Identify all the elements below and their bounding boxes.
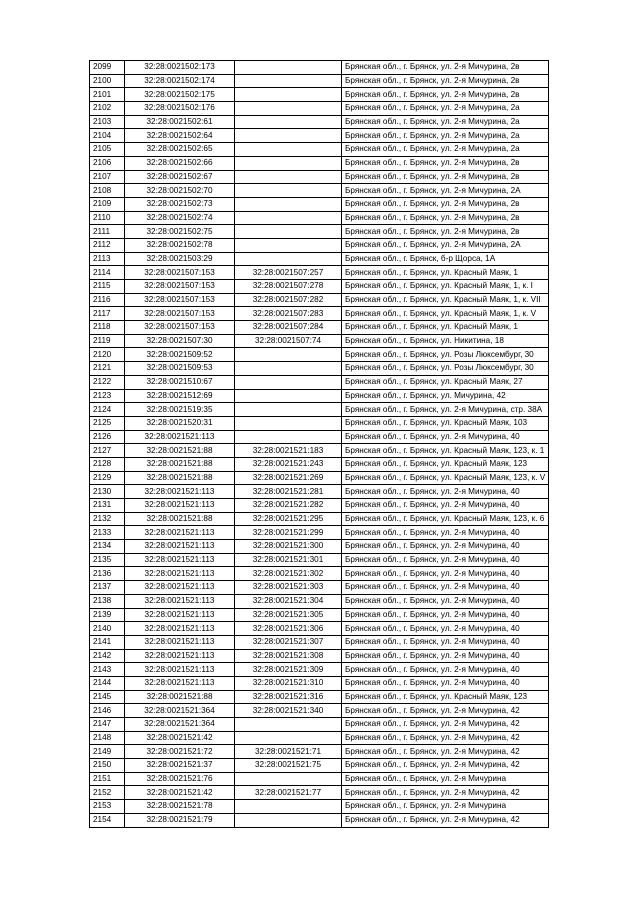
table-row [90, 526, 549, 540]
table-row [90, 197, 549, 211]
table-row [90, 389, 549, 403]
row-number-cell: 2144 [90, 676, 125, 690]
table-row [90, 690, 549, 704]
related-cadastral-number-cell: 32:28:0021521:310 [235, 676, 342, 690]
row-number-cell: 2129 [90, 471, 125, 485]
cadastral-number-cell: 32:28:0021502:61 [125, 115, 235, 129]
address-cell: Брянская обл., г. Брянск, ул. Красный Маяк, 123, к. 6 [342, 512, 549, 526]
related-cadastral-number-cell [235, 102, 342, 116]
related-cadastral-number-cell [235, 430, 342, 444]
table-row [90, 129, 549, 143]
related-cadastral-number-cell: 32:28:0021507:284 [235, 321, 342, 335]
table-row [90, 731, 549, 745]
row-number-cell: 2153 [90, 800, 125, 814]
cadastral-number-cell: 32:28:0021521:113 [125, 540, 235, 554]
table-row [90, 704, 549, 718]
row-number-cell: 2137 [90, 581, 125, 595]
address-cell: Брянская обл., г. Брянск, ул. 2-я Мичурина, 2в [342, 88, 549, 102]
table-row [90, 499, 549, 513]
row-number-cell: 2100 [90, 74, 125, 88]
address-cell: Брянская обл., г. Брянск, ул. Красный Маяк, 1, к. V [342, 307, 549, 321]
cadastral-number-cell: 32:28:0021502:70 [125, 184, 235, 198]
cadastral-number-cell: 32:28:0021521:42 [125, 731, 235, 745]
related-cadastral-number-cell: 32:28:0021521:301 [235, 553, 342, 567]
table-row [90, 485, 549, 499]
cadastral-number-cell: 32:28:0021509:53 [125, 362, 235, 376]
row-number-cell: 2127 [90, 444, 125, 458]
cadastral-number-cell: 32:28:0021521:88 [125, 444, 235, 458]
row-number-cell: 2143 [90, 663, 125, 677]
cadastral-number-cell: 32:28:0021521:76 [125, 772, 235, 786]
table-row [90, 471, 549, 485]
table-body [90, 61, 549, 828]
table-row [90, 622, 549, 636]
address-cell: Брянская обл., г. Брянск, ул. 2-я Мичурина, 40 [342, 622, 549, 636]
related-cadastral-number-cell: 32:28:0021521:309 [235, 663, 342, 677]
related-cadastral-number-cell: 32:28:0021521:306 [235, 622, 342, 636]
related-cadastral-number-cell [235, 225, 342, 239]
table-row [90, 280, 549, 294]
address-cell: Брянская обл., г. Брянск, ул. 2-я Мичурина, 2в [342, 225, 549, 239]
row-number-cell: 2122 [90, 375, 125, 389]
row-number-cell: 2114 [90, 266, 125, 280]
address-cell: Брянская обл., г. Брянск, ул. 2-я Мичурина, 40 [342, 485, 549, 499]
cadastral-number-cell: 32:28:0021521:113 [125, 663, 235, 677]
cadastral-number-cell: 32:28:0021502:176 [125, 102, 235, 116]
address-cell: Брянская обл., г. Брянск, ул. Красный Маяк, 123, к. V [342, 471, 549, 485]
address-cell: Брянская обл., г. Брянск, ул. Красный Маяк, 1, к. VII [342, 293, 549, 307]
row-number-cell: 2151 [90, 772, 125, 786]
address-cell: Брянская обл., г. Брянск, ул. Красный Маяк, 1, к. I [342, 280, 549, 294]
table-row [90, 348, 549, 362]
related-cadastral-number-cell: 32:28:0021507:74 [235, 334, 342, 348]
address-cell: Брянская обл., г. Брянск, ул. 2-я Мичурина, 2а [342, 115, 549, 129]
row-number-cell: 2132 [90, 512, 125, 526]
related-cadastral-number-cell [235, 238, 342, 252]
address-cell: Брянская обл., г. Брянск, ул. 2-я Мичурина, 2в [342, 74, 549, 88]
address-cell: Брянская обл., г. Брянск, ул. 2-я Мичурина, 2а [342, 143, 549, 157]
address-cell: Брянская обл., г. Брянск, ул. 2-я Мичурина, 40 [342, 594, 549, 608]
row-number-cell: 2118 [90, 321, 125, 335]
related-cadastral-number-cell [235, 718, 342, 732]
cadastral-number-cell: 32:28:0021521:42 [125, 786, 235, 800]
related-cadastral-number-cell [235, 129, 342, 143]
address-cell: Брянская обл., г. Брянск, ул. 2-я Мичурина, 2в [342, 170, 549, 184]
cadastral-number-cell: 32:28:0021507:153 [125, 266, 235, 280]
address-cell: Брянская обл., г. Брянск, ул. 2-я Мичурина, 42 [342, 718, 549, 732]
related-cadastral-number-cell [235, 403, 342, 417]
table-row [90, 375, 549, 389]
row-number-cell: 2136 [90, 567, 125, 581]
row-number-cell: 2142 [90, 649, 125, 663]
related-cadastral-number-cell: 32:28:0021521:281 [235, 485, 342, 499]
row-number-cell: 2103 [90, 115, 125, 129]
related-cadastral-number-cell: 32:28:0021521:299 [235, 526, 342, 540]
cadastral-number-cell: 32:28:0021521:88 [125, 512, 235, 526]
address-cell: Брянская обл., г. Брянск, ул. Красный Маяк, 123 [342, 457, 549, 471]
row-number-cell: 2133 [90, 526, 125, 540]
row-number-cell: 2147 [90, 718, 125, 732]
related-cadastral-number-cell [235, 211, 342, 225]
cadastral-number-cell: 32:28:0021502:64 [125, 129, 235, 143]
table-row [90, 430, 549, 444]
cadastral-number-cell: 32:28:0021521:113 [125, 649, 235, 663]
table-row [90, 211, 549, 225]
row-number-cell: 2104 [90, 129, 125, 143]
row-number-cell: 2119 [90, 334, 125, 348]
address-cell: Брянская обл., г. Брянск, ул. 2-я Мичурина, 40 [342, 663, 549, 677]
row-number-cell: 2128 [90, 457, 125, 471]
cadastral-number-cell: 32:28:0021507:153 [125, 293, 235, 307]
related-cadastral-number-cell [235, 389, 342, 403]
row-number-cell: 2111 [90, 225, 125, 239]
related-cadastral-number-cell: 32:28:0021521:308 [235, 649, 342, 663]
related-cadastral-number-cell: 32:28:0021521:303 [235, 581, 342, 595]
address-cell: Брянская обл., г. Брянск, ул. Красный Маяк, 123 [342, 690, 549, 704]
related-cadastral-number-cell: 32:28:0021521:307 [235, 635, 342, 649]
cadastral-number-cell: 32:28:0021521:88 [125, 471, 235, 485]
table-row [90, 745, 549, 759]
table-row [90, 457, 549, 471]
table-row [90, 225, 549, 239]
address-cell: Брянская обл., г. Брянск, ул. 2-я Мичурина, стр. 38А [342, 403, 549, 417]
row-number-cell: 2110 [90, 211, 125, 225]
row-number-cell: 2106 [90, 156, 125, 170]
row-number-cell: 2134 [90, 540, 125, 554]
table-row [90, 61, 549, 75]
related-cadastral-number-cell [235, 143, 342, 157]
cadastral-number-cell: 32:28:0021507:153 [125, 280, 235, 294]
cadastral-number-cell: 32:28:0021521:113 [125, 567, 235, 581]
cadastral-number-cell: 32:28:0021502:173 [125, 61, 235, 75]
cadastral-number-cell: 32:28:0021521:113 [125, 485, 235, 499]
row-number-cell: 2148 [90, 731, 125, 745]
related-cadastral-number-cell: 32:28:0021521:282 [235, 499, 342, 513]
address-cell: Брянская обл., г. Брянск, ул. 2-я Мичурина, 42 [342, 704, 549, 718]
cadastral-number-cell: 32:28:0021521:364 [125, 704, 235, 718]
related-cadastral-number-cell: 32:28:0021507:257 [235, 266, 342, 280]
related-cadastral-number-cell [235, 375, 342, 389]
related-cadastral-number-cell: 32:28:0021521:269 [235, 471, 342, 485]
cadastral-number-cell: 32:28:0021519:35 [125, 403, 235, 417]
row-number-cell: 2108 [90, 184, 125, 198]
row-number-cell: 2141 [90, 635, 125, 649]
address-cell: Брянская обл., г. Брянск, ул. Красный Маяк, 123, к. 1 [342, 444, 549, 458]
table-row [90, 759, 549, 773]
address-cell: Брянская обл., г. Брянск, ул. 2-я Мичурина, 2а [342, 102, 549, 116]
table-row [90, 786, 549, 800]
cadastral-number-cell: 32:28:0021521:88 [125, 457, 235, 471]
table-row [90, 581, 549, 595]
row-number-cell: 2105 [90, 143, 125, 157]
related-cadastral-number-cell [235, 800, 342, 814]
row-number-cell: 2113 [90, 252, 125, 266]
table-row [90, 88, 549, 102]
cadastral-number-cell: 32:28:0021512:69 [125, 389, 235, 403]
table-row [90, 321, 549, 335]
table-row [90, 663, 549, 677]
address-cell: Брянская обл., г. Брянск, ул. Мичурина, 42 [342, 389, 549, 403]
cadastral-number-cell: 32:28:0021521:113 [125, 581, 235, 595]
address-cell: Брянская обл., г. Брянск, ул. 2-я Мичурина, 2в [342, 61, 549, 75]
address-cell: Брянская обл., г. Брянск, б-р Щорса, 1А [342, 252, 549, 266]
table-row [90, 115, 549, 129]
row-number-cell: 2124 [90, 403, 125, 417]
address-cell: Брянская обл., г. Брянск, ул. 2-я Мичурина, 2а [342, 129, 549, 143]
address-cell: Брянская обл., г. Брянск, ул. 2-я Мичурина, 2в [342, 156, 549, 170]
table-row [90, 649, 549, 663]
row-number-cell: 2115 [90, 280, 125, 294]
table-row [90, 307, 549, 321]
related-cadastral-number-cell: 32:28:0021521:71 [235, 745, 342, 759]
cadastral-number-cell: 32:28:0021521:79 [125, 813, 235, 827]
cadastral-number-cell: 32:28:0021502:74 [125, 211, 235, 225]
row-number-cell: 2109 [90, 197, 125, 211]
address-cell: Брянская обл., г. Брянск, ул. 2-я Мичурина, 40 [342, 540, 549, 554]
table-row [90, 184, 549, 198]
cadastral-number-cell: 32:28:0021503:29 [125, 252, 235, 266]
row-number-cell: 2120 [90, 348, 125, 362]
related-cadastral-number-cell [235, 115, 342, 129]
address-cell: Брянская обл., г. Брянск, ул. Красный Маяк, 1 [342, 266, 549, 280]
related-cadastral-number-cell: 32:28:0021507:278 [235, 280, 342, 294]
related-cadastral-number-cell [235, 362, 342, 376]
cadastral-number-cell: 32:28:0021521:78 [125, 800, 235, 814]
address-cell: Брянская обл., г. Брянск, ул. 2-я Мичурина, 40 [342, 553, 549, 567]
related-cadastral-number-cell: 32:28:0021521:305 [235, 608, 342, 622]
related-cadastral-number-cell [235, 252, 342, 266]
table-row [90, 608, 549, 622]
address-cell: Брянская обл., г. Брянск, ул. 2-я Мичурина, 42 [342, 759, 549, 773]
table-row [90, 540, 549, 554]
cadastral-number-cell: 32:28:0021507:30 [125, 334, 235, 348]
related-cadastral-number-cell [235, 416, 342, 430]
row-number-cell: 2101 [90, 88, 125, 102]
cadastral-number-cell: 32:28:0021521:72 [125, 745, 235, 759]
table-row [90, 266, 549, 280]
row-number-cell: 2135 [90, 553, 125, 567]
row-number-cell: 2099 [90, 61, 125, 75]
row-number-cell: 2126 [90, 430, 125, 444]
related-cadastral-number-cell: 32:28:0021521:316 [235, 690, 342, 704]
row-number-cell: 2125 [90, 416, 125, 430]
cadastral-number-cell: 32:28:0021502:73 [125, 197, 235, 211]
row-number-cell: 2107 [90, 170, 125, 184]
related-cadastral-number-cell [235, 184, 342, 198]
cadastral-number-cell: 32:28:0021521:37 [125, 759, 235, 773]
table-row [90, 676, 549, 690]
table-row [90, 444, 549, 458]
cadastral-number-cell: 32:28:0021521:113 [125, 430, 235, 444]
cadastral-number-cell: 32:28:0021502:66 [125, 156, 235, 170]
table-row [90, 594, 549, 608]
related-cadastral-number-cell: 32:28:0021521:340 [235, 704, 342, 718]
address-cell: Брянская обл., г. Брянск, ул. 2-я Мичурина, 2в [342, 197, 549, 211]
row-number-cell: 2123 [90, 389, 125, 403]
table-row [90, 252, 549, 266]
cadastral-number-cell: 32:28:0021510:67 [125, 375, 235, 389]
cadastral-number-cell: 32:28:0021520:31 [125, 416, 235, 430]
cadastral-number-cell: 32:28:0021521:364 [125, 718, 235, 732]
row-number-cell: 2140 [90, 622, 125, 636]
related-cadastral-number-cell: 32:28:0021521:304 [235, 594, 342, 608]
table-row [90, 293, 549, 307]
address-cell: Брянская обл., г. Брянск, ул. 2-я Мичурина, 40 [342, 567, 549, 581]
cadastral-number-cell: 32:28:0021521:113 [125, 622, 235, 636]
address-cell: Брянская обл., г. Брянск, ул. Никитина, 18 [342, 334, 549, 348]
table-row [90, 567, 549, 581]
address-cell: Брянская обл., г. Брянск, ул. 2-я Мичурина, 40 [342, 676, 549, 690]
cadastral-number-cell: 32:28:0021521:113 [125, 553, 235, 567]
cadastral-number-cell: 32:28:0021502:174 [125, 74, 235, 88]
related-cadastral-number-cell [235, 88, 342, 102]
table-row [90, 362, 549, 376]
row-number-cell: 2154 [90, 813, 125, 827]
cadastral-number-cell: 32:28:0021521:113 [125, 594, 235, 608]
cadastral-table [89, 60, 549, 828]
related-cadastral-number-cell: 32:28:0021521:75 [235, 759, 342, 773]
table-row [90, 772, 549, 786]
address-cell: Брянская обл., г. Брянск, ул. 2-я Мичурина, 42 [342, 745, 549, 759]
related-cadastral-number-cell: 32:28:0021521:77 [235, 786, 342, 800]
row-number-cell: 2116 [90, 293, 125, 307]
cadastral-number-cell: 32:28:0021502:65 [125, 143, 235, 157]
cadastral-number-cell: 32:28:0021521:113 [125, 635, 235, 649]
cadastral-number-cell: 32:28:0021502:75 [125, 225, 235, 239]
address-cell: Брянская обл., г. Брянск, ул. 2-я Мичурина, 2А [342, 238, 549, 252]
address-cell: Брянская обл., г. Брянск, ул. 2-я Мичурина, 42 [342, 731, 549, 745]
related-cadastral-number-cell [235, 156, 342, 170]
cadastral-number-cell: 32:28:0021521:88 [125, 690, 235, 704]
row-number-cell: 2131 [90, 499, 125, 513]
related-cadastral-number-cell: 32:28:0021521:295 [235, 512, 342, 526]
address-cell: Брянская обл., г. Брянск, ул. Розы Люксембург, 30 [342, 348, 549, 362]
related-cadastral-number-cell [235, 813, 342, 827]
row-number-cell: 2138 [90, 594, 125, 608]
cadastral-number-cell: 32:28:0021502:67 [125, 170, 235, 184]
row-number-cell: 2102 [90, 102, 125, 116]
address-cell: Брянская обл., г. Брянск, ул. Красный Маяк, 1 [342, 321, 549, 335]
related-cadastral-number-cell: 32:28:0021507:282 [235, 293, 342, 307]
address-cell: Брянская обл., г. Брянск, ул. Красный Маяк, 27 [342, 375, 549, 389]
table-row [90, 334, 549, 348]
table-row [90, 635, 549, 649]
related-cadastral-number-cell [235, 61, 342, 75]
cadastral-number-cell: 32:28:0021521:113 [125, 608, 235, 622]
table-row [90, 813, 549, 827]
row-number-cell: 2121 [90, 362, 125, 376]
address-cell: Брянская обл., г. Брянск, ул. 2-я Мичурина, 2в [342, 211, 549, 225]
address-cell: Брянская обл., г. Брянск, ул. 2-я Мичурина, 40 [342, 581, 549, 595]
table-row [90, 800, 549, 814]
cadastral-number-cell: 32:28:0021521:113 [125, 499, 235, 513]
cadastral-number-cell: 32:28:0021521:113 [125, 676, 235, 690]
address-cell: Брянская обл., г. Брянск, ул. 2-я Мичурина [342, 772, 549, 786]
row-number-cell: 2150 [90, 759, 125, 773]
cadastral-number-cell: 32:28:0021507:153 [125, 321, 235, 335]
related-cadastral-number-cell [235, 731, 342, 745]
row-number-cell: 2152 [90, 786, 125, 800]
address-cell: Брянская обл., г. Брянск, ул. 2-я Мичурина, 2А [342, 184, 549, 198]
table-row [90, 143, 549, 157]
related-cadastral-number-cell: 32:28:0021521:183 [235, 444, 342, 458]
address-cell: Брянская обл., г. Брянск, ул. 2-я Мичурина, 40 [342, 649, 549, 663]
related-cadastral-number-cell [235, 348, 342, 362]
row-number-cell: 2145 [90, 690, 125, 704]
related-cadastral-number-cell: 32:28:0021521:243 [235, 457, 342, 471]
address-cell: Брянская обл., г. Брянск, ул. 2-я Мичурина, 40 [342, 499, 549, 513]
address-cell: Брянская обл., г. Брянск, ул. 2-я Мичурина [342, 800, 549, 814]
table-row [90, 238, 549, 252]
row-number-cell: 2149 [90, 745, 125, 759]
table-row [90, 403, 549, 417]
row-number-cell: 2139 [90, 608, 125, 622]
related-cadastral-number-cell [235, 197, 342, 211]
cadastral-number-cell: 32:28:0021502:175 [125, 88, 235, 102]
cadastral-number-cell: 32:28:0021502:78 [125, 238, 235, 252]
related-cadastral-number-cell [235, 170, 342, 184]
related-cadastral-number-cell: 32:28:0021521:300 [235, 540, 342, 554]
cadastral-number-cell: 32:28:0021521:113 [125, 526, 235, 540]
row-number-cell: 2130 [90, 485, 125, 499]
related-cadastral-number-cell: 32:28:0021521:302 [235, 567, 342, 581]
address-cell: Брянская обл., г. Брянск, ул. 2-я Мичурина, 40 [342, 608, 549, 622]
address-cell: Брянская обл., г. Брянск, ул. 2-я Мичурина, 42 [342, 786, 549, 800]
related-cadastral-number-cell [235, 772, 342, 786]
address-cell: Брянская обл., г. Брянск, ул. 2-я Мичурина, 42 [342, 813, 549, 827]
table-row [90, 416, 549, 430]
related-cadastral-number-cell: 32:28:0021507:283 [235, 307, 342, 321]
address-cell: Брянская обл., г. Брянск, ул. Розы Люксембург, 30 [342, 362, 549, 376]
row-number-cell: 2117 [90, 307, 125, 321]
address-cell: Брянская обл., г. Брянск, ул. 2-я Мичурина, 40 [342, 635, 549, 649]
table-row [90, 156, 549, 170]
address-cell: Брянская обл., г. Брянск, ул. Красный Маяк, 103 [342, 416, 549, 430]
related-cadastral-number-cell [235, 74, 342, 88]
row-number-cell: 2112 [90, 238, 125, 252]
table-row [90, 512, 549, 526]
table-row [90, 74, 549, 88]
row-number-cell: 2146 [90, 704, 125, 718]
address-cell: Брянская обл., г. Брянск, ул. 2-я Мичурина, 40 [342, 430, 549, 444]
table-row [90, 170, 549, 184]
cadastral-number-cell: 32:28:0021509:52 [125, 348, 235, 362]
table-row [90, 718, 549, 732]
cadastral-number-cell: 32:28:0021507:153 [125, 307, 235, 321]
address-cell: Брянская обл., г. Брянск, ул. 2-я Мичурина, 40 [342, 526, 549, 540]
table-row [90, 553, 549, 567]
table-row [90, 102, 549, 116]
